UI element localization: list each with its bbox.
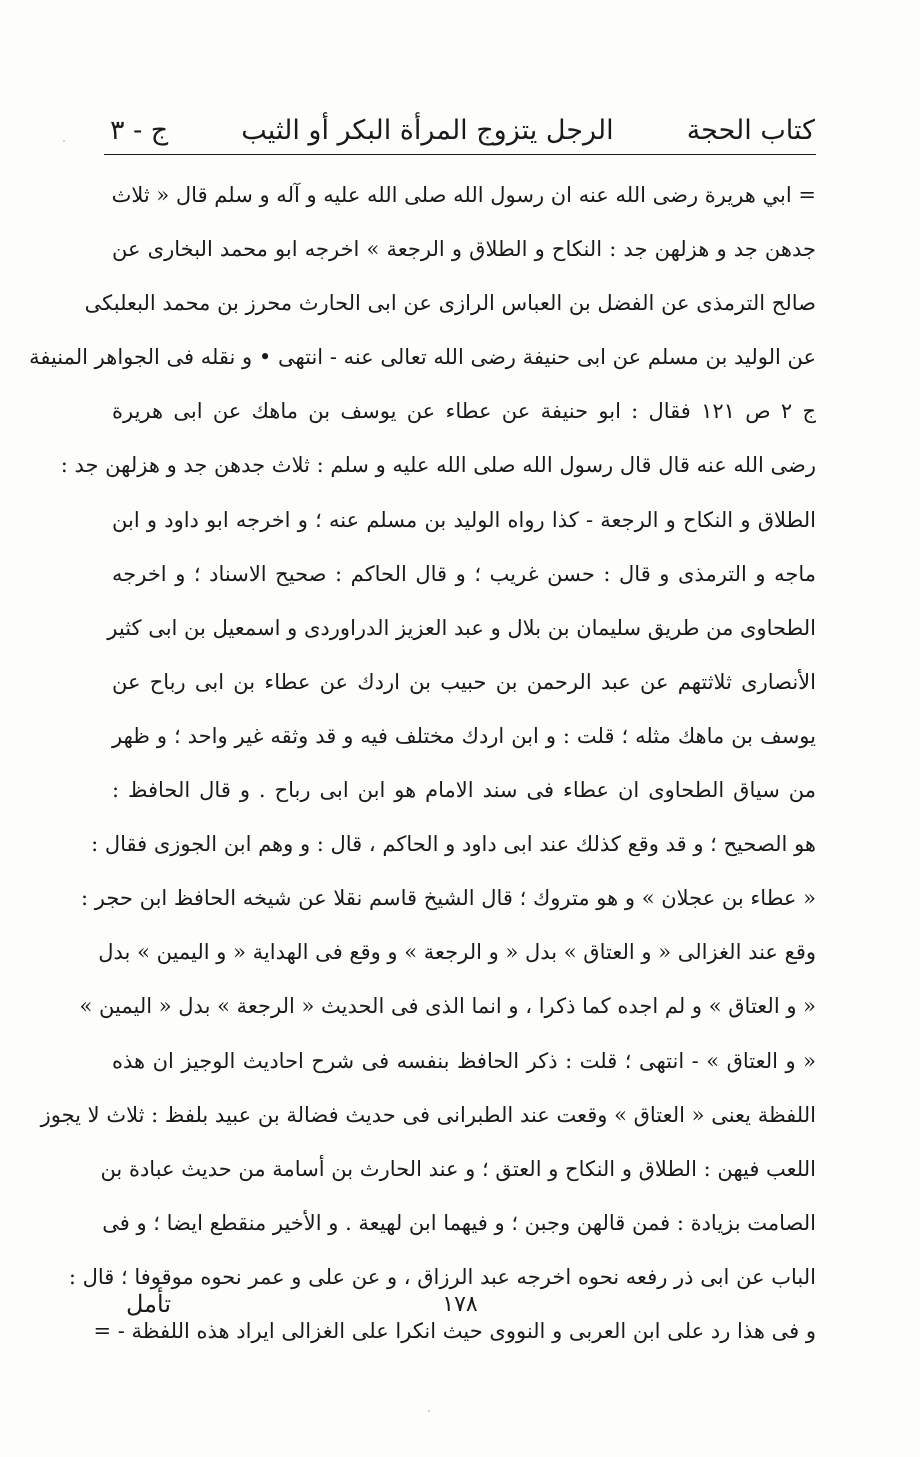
scan-speck xyxy=(428,1410,430,1412)
scan-speck xyxy=(63,140,65,142)
text-line: و فى هذا رد على ابن العربى و النووى حيث انكرا على الغزالى ايراد هذه اللفظة - = xyxy=(93,1318,816,1343)
text-line: من سياق الطحاوى ان عطاء فى سند الامام هو ابن ابى رباح . و قال الحافظ : xyxy=(112,778,816,803)
text-line: جدهن جد و هزلهن جد : النكاح و الطلاق و الرجعة » اخرجه ابو محمد البخارى عن xyxy=(112,237,816,262)
text-line: رضى الله عنه قال قال رسول الله صلى الله عليه و سلم : ثلاث جدهن جد و هزلهن جد : xyxy=(60,453,816,478)
text-line: يوسف بن ماهك مثله ؛ قلت : و ابن اردك مختلف فيه و قد وثقه غير واحد ؛ و ظهر xyxy=(112,723,816,748)
text-line: « عطاء بن عجلان » و هو متروك ؛ قال الشيخ قاسم نقلا عن شيخه الحافظ ابن حجر : xyxy=(81,886,816,911)
text-line: وقع عند الغزالى « و العتاق » بدل « و الرجعة » و وقع فى الهداية « و اليمين » بدل xyxy=(98,940,816,965)
text-line: = ابي هريرة رضى الله عنه ان رسول الله صلى الله عليه و آله و سلم قال « ثلاث xyxy=(111,183,816,207)
book-title: كتاب الحجة xyxy=(686,115,815,146)
text-line: « و العتاق » - انتهى ؛ قلت : ذكر الحافظ بنفسه فى شرح احاديث الوجيز ان هذه xyxy=(112,1048,816,1073)
text-line: ماجه و الترمذى و قال : حسن غريب ؛ و قال الحاكم : صحيح الاسناد ؛ و اخرجه xyxy=(112,561,816,586)
page-number: ١٧٨ xyxy=(442,1292,478,1317)
catchword: تأمل xyxy=(126,1290,172,1318)
text-line: اللعب فيهن : الطلاق و النكاح و العتق ؛ و عند الحارث بن أسامة من حديث عبادة بن xyxy=(100,1156,816,1181)
text-line: « و العتاق » و لم اجده كما ذكرا ، و انما الذى فى الحديث « الرجعة » بدل « اليمين » xyxy=(79,994,816,1019)
text-line: الطلاق و النكاح و الرجعة - كذا رواه الوليد بن مسلم عنه ؛ و اخرجه ابو داود و ابن xyxy=(112,507,816,532)
body-text xyxy=(29,168,816,1358)
text-line: ج ٢ ص ١٢١ فقال : ابو حنيفة عن عطاء عن يوسف بن ماهك عن ابى هريرة xyxy=(112,399,816,424)
text-line: الباب عن ابى ذر رفعه نحوه اخرجه عبد الرزاق ، و عن على و عمر نحوه موقوفا ؛ قال : xyxy=(68,1264,816,1289)
running-header xyxy=(110,108,815,148)
header-rule xyxy=(104,154,816,155)
volume-label: ج - ٣ xyxy=(110,115,169,146)
text-line: الصامت بزيادة : فمن قالهن وجبن ؛ و فيهما ابن لهيعة . و الأخير منقطع ايضا ؛ و فى xyxy=(102,1210,816,1235)
text-line: الأنصارى ثلاثتهم عن عبد الرحمن بن حبيب بن اردك عن عطاء بن ابى رباح عن xyxy=(112,669,816,694)
text-line: صالح الترمذى عن الفضل بن العباس الرازى عن ابى الحارث محرز بن محمد البعلبكى xyxy=(84,291,816,316)
chapter-title: الرجل يتزوج المرأة البكر أو الثيب xyxy=(241,115,614,146)
text-line: اللفظة يعنى « العتاق » وقعت عند الطبرانى فى حديث فضالة بن عبيد بلفظ : ثلاث لا يجوز xyxy=(40,1102,816,1127)
text-line: الطحاوى من طريق سليمان بن بلال و عبد العزيز الدراوردى و اسمعيل بن ابى كثير xyxy=(107,615,816,640)
text-line: عن الوليد بن مسلم عن ابى حنيفة رضى الله تعالى عنه - انتهى • و نقله فى الجواهر المنيفة xyxy=(29,345,816,370)
text-line: هو الصحيح ؛ و قد وقع كذلك عند ابى داود و الحاكم ، قال : و وهم ابن الجوزى فقال : xyxy=(91,832,816,857)
